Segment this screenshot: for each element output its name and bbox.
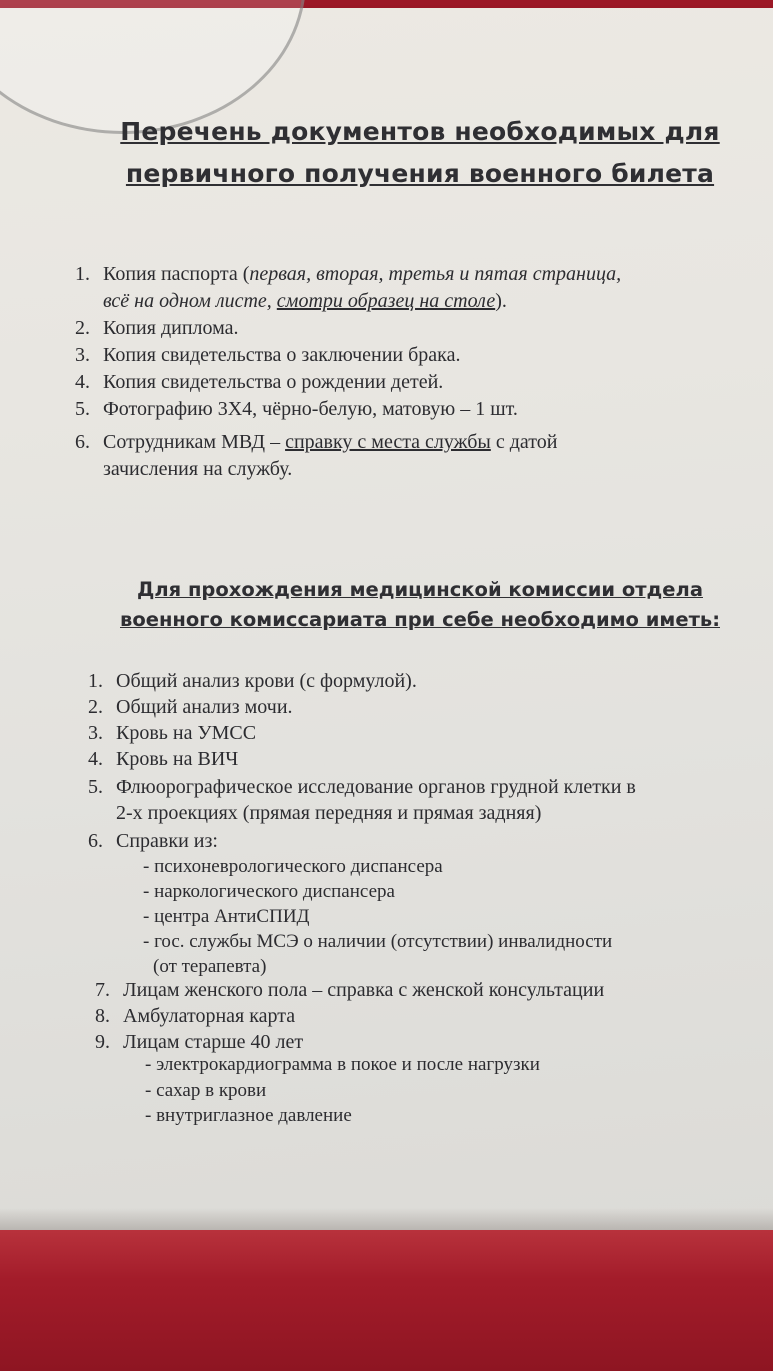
- list1-item-1-cont: [103, 288, 507, 314]
- list-text: Лицам старше 40 лет: [123, 1031, 304, 1053]
- list2-item-6-sub-3: - центра АнтиСПИД: [143, 906, 310, 927]
- list2-item-7: [95, 977, 604, 1003]
- list-number: 7.: [95, 979, 110, 1001]
- list-text-italic: всё на одном листе,: [103, 290, 277, 312]
- list-text-italic-underlined: смотри образец на столе: [276, 290, 496, 312]
- list-text: Кровь на ВИЧ: [116, 748, 239, 770]
- list-number: 3.: [88, 722, 103, 744]
- list2-item-8: [95, 1003, 295, 1029]
- list-text: Общий анализ крови (с формулой).: [116, 670, 417, 692]
- notice-sheet: [0, 8, 773, 1230]
- list-text: Копия свидетельства о рождении детей.: [103, 371, 444, 393]
- list-text: 2-х проекциях (прямая передняя и прямая задняя): [116, 802, 542, 824]
- list-text-underlined: справку с места службы: [285, 431, 491, 453]
- list-text: Справки из:: [116, 830, 218, 852]
- list-text: зачисления на службу.: [103, 458, 293, 480]
- section-title-line-1: Для прохождения медицинской комиссии отдела: [137, 578, 703, 601]
- list-text: Лицам женского пола – справка с женской консультации: [123, 979, 605, 1001]
- list2-item-3: [88, 720, 256, 746]
- list1-item-4: [75, 369, 443, 395]
- wall-bottom: [0, 1230, 773, 1371]
- list-number: 4.: [75, 371, 90, 393]
- list-number: 6.: [88, 830, 103, 852]
- list2-item-6-sub-2: - наркологического диспансера: [143, 881, 395, 902]
- list2-item-4: [88, 746, 238, 772]
- list-text: Сотрудникам МВД –: [103, 431, 286, 453]
- list-text: Флюорографическое исследование органов грудной клетки в: [116, 776, 636, 798]
- list-number: 5.: [75, 398, 90, 420]
- list-number: 6.: [75, 431, 90, 453]
- list-text: Копия паспорта (: [103, 263, 250, 285]
- list-number: 8.: [95, 1005, 110, 1027]
- list2-item-6-sub-1: - психоневрологического диспансера: [143, 856, 443, 877]
- list-number: 4.: [88, 748, 103, 770]
- list-text: Кровь на УМСС: [116, 722, 257, 744]
- list-text: Амбулаторная карта: [123, 1005, 296, 1027]
- list2-item-5: [88, 774, 636, 800]
- list1-item-3: [75, 342, 460, 368]
- page-title-line-1: Перечень документов необходимых для: [120, 117, 720, 146]
- list2-item-9: [95, 1029, 303, 1055]
- list-number: 1.: [88, 670, 103, 692]
- list2-item-2: [88, 694, 293, 720]
- list2-item-6-sub-4-cont: (от терапевта): [153, 956, 267, 977]
- list-number: 9.: [95, 1031, 110, 1053]
- list-text: с датой: [490, 431, 558, 453]
- list-number: 5.: [88, 776, 103, 798]
- list1-item-5: [75, 396, 518, 422]
- page-title-line-2: первичного получения военного билета: [125, 159, 715, 188]
- list2-item-9-sub-3: - внутриглазное давление: [145, 1105, 352, 1126]
- section-title-line-2: военного комиссариата при себе необходимо иметь:: [120, 608, 720, 631]
- list-text-italic: первая, вторая, третья и пятая страница,: [249, 263, 622, 285]
- list-number: 3.: [75, 344, 90, 366]
- list-number: 2.: [88, 696, 103, 718]
- list2-item-1: [88, 668, 417, 694]
- list-text: Фотографию 3Х4, чёрно-белую, матовую – 1 шт.: [103, 398, 518, 420]
- list2-item-9-sub-2: - сахар в крови: [145, 1080, 267, 1101]
- list1-item-6: [75, 429, 557, 455]
- list2-item-5-cont: [116, 800, 541, 826]
- list1-item-1: [75, 261, 621, 287]
- list2-item-6-sub-4: - гос. службы МСЭ о наличии (отсутствии) инвалидности: [143, 931, 613, 952]
- list-text: Копия диплома.: [103, 317, 239, 339]
- list-text: Общий анализ мочи.: [116, 696, 293, 718]
- list-number: 1.: [75, 263, 90, 285]
- list2-item-9-sub-1: - электрокардиограмма в покое и после нагрузки: [145, 1054, 540, 1075]
- list1-item-6-cont: [103, 456, 292, 482]
- list1-item-2: [75, 315, 239, 341]
- list-text: Копия свидетельства о заключении брака.: [103, 344, 461, 366]
- list2-item-6: [88, 828, 218, 854]
- list-number: 2.: [75, 317, 90, 339]
- sheet-bottom-shadow: [0, 1208, 773, 1230]
- list-text: ).: [495, 290, 507, 312]
